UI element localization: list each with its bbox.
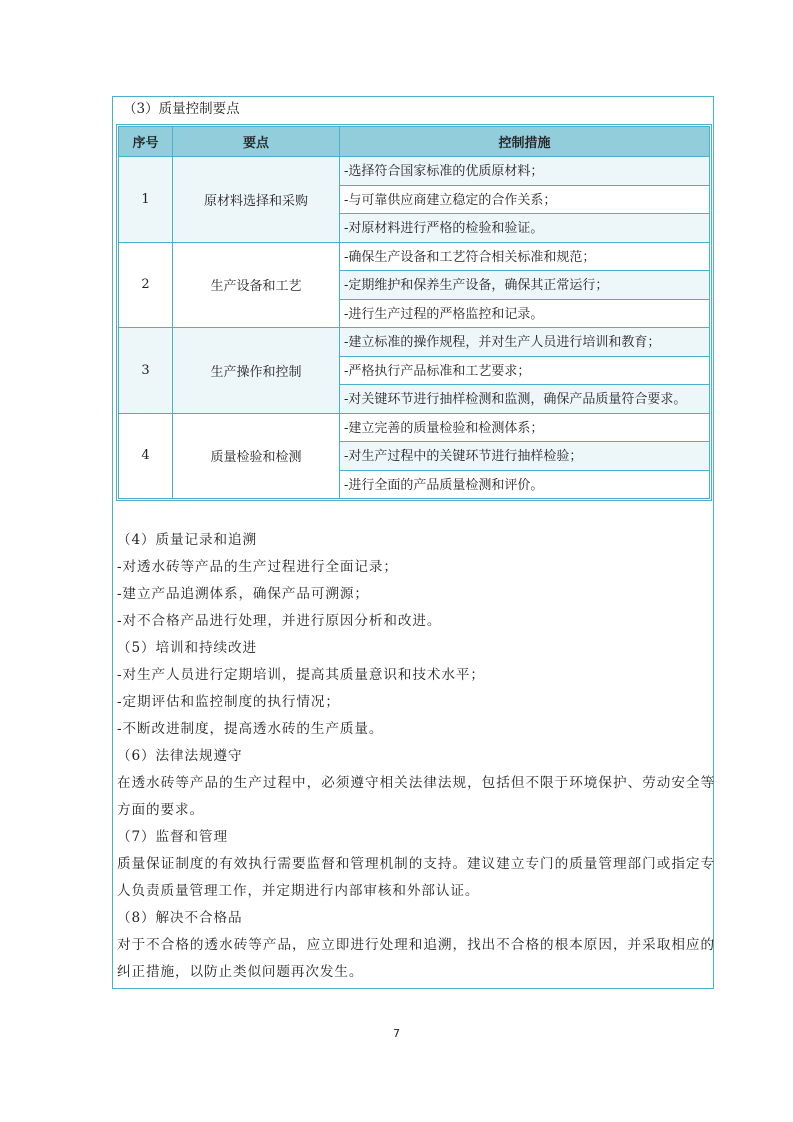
table-header-row xyxy=(119,127,710,157)
page-number: 7 xyxy=(393,1027,400,1040)
section-heading: （3）质量控制要点 xyxy=(123,101,240,117)
row-number: 2 xyxy=(119,242,173,328)
paragraph: -定期评估和监控制度的执行情况； xyxy=(117,694,340,710)
header-no: 序号 xyxy=(119,127,173,157)
control-point: 原材料选择和采购 xyxy=(173,157,340,243)
control-measure: -建立标准的操作规程，并对生产人员进行培训和教育； xyxy=(340,328,710,357)
quality-control-table-wrapper xyxy=(116,124,712,501)
control-point: 质量检验和检测 xyxy=(173,413,340,499)
section-heading: （4）质量记录和追溯 xyxy=(117,532,257,548)
control-measure: -进行全面的产品质量检测和评价。 xyxy=(340,470,710,499)
section-heading: （6）法律法规遵守 xyxy=(117,748,243,764)
control-measure: -对关键环节进行抽样检测和监测，确保产品质量符合要求。 xyxy=(340,385,710,414)
control-measure: -与可靠供应商建立稳定的合作关系； xyxy=(340,185,710,214)
control-point: 生产设备和工艺 xyxy=(173,242,340,328)
row-number: 1 xyxy=(119,157,173,243)
table-row xyxy=(119,157,710,186)
section-heading: （5）培训和持续改进 xyxy=(117,640,257,656)
paragraph: -对透水砖等产品的生产过程进行全面记录； xyxy=(117,559,398,575)
control-measure: -定期维护和保养生产设备，确保其正常运行； xyxy=(340,271,710,300)
control-measure: -对原材料进行严格的检验和验证。 xyxy=(340,214,710,243)
control-measure: -严格执行产品标准和工艺要求； xyxy=(340,356,710,385)
body-text xyxy=(117,527,715,986)
control-measure: -建立完善的质量检验和检测体系； xyxy=(340,413,710,442)
quality-control-table xyxy=(118,126,710,499)
row-number: 3 xyxy=(119,328,173,414)
table-row xyxy=(119,413,710,442)
table-row xyxy=(119,328,710,357)
header-measures: 控制措施 xyxy=(340,127,710,157)
control-measure: -确保生产设备和工艺符合相关标准和规范； xyxy=(340,242,710,271)
control-measure: -选择符合国家标准的优质原材料； xyxy=(340,157,710,186)
paragraph: -建立产品追溯体系，确保产品可溯源； xyxy=(117,586,369,602)
paragraph: 质量保证制度的有效执行需要监督和管理机制的支持。建议建立专门的质量管理部门或指定专人负责质量管理工作，并定期进行内部审核和外部认证。 xyxy=(117,856,715,899)
row-number: 4 xyxy=(119,413,173,499)
paragraph: 对于不合格的透水砖等产品，应立即进行处理和追溯，找出不合格的根本原因，并采取相应的纠正措施，以防止类似问题再次发生。 xyxy=(117,937,715,980)
paragraph: -不断改进制度，提高透水砖的生产质量。 xyxy=(117,721,384,737)
paragraph: -对生产人员进行定期培训，提高其质量意识和技术水平； xyxy=(117,667,485,683)
control-point: 生产操作和控制 xyxy=(173,328,340,414)
section-heading: （7）监督和管理 xyxy=(117,829,229,845)
control-measure: -对生产过程中的关键环节进行抽样检验； xyxy=(340,442,710,471)
control-measure: -进行生产过程的严格监控和记录。 xyxy=(340,299,710,328)
table-row xyxy=(119,242,710,271)
paragraph: -对不合格产品进行处理，并进行原因分析和改进。 xyxy=(117,613,442,629)
paragraph: 在透水砖等产品的生产过程中，必须遵守相关法律法规，包括但不限于环境保护、劳动安全等方面的要求。 xyxy=(117,775,715,818)
header-point: 要点 xyxy=(173,127,340,157)
section-heading: （8）解决不合格品 xyxy=(117,910,243,926)
